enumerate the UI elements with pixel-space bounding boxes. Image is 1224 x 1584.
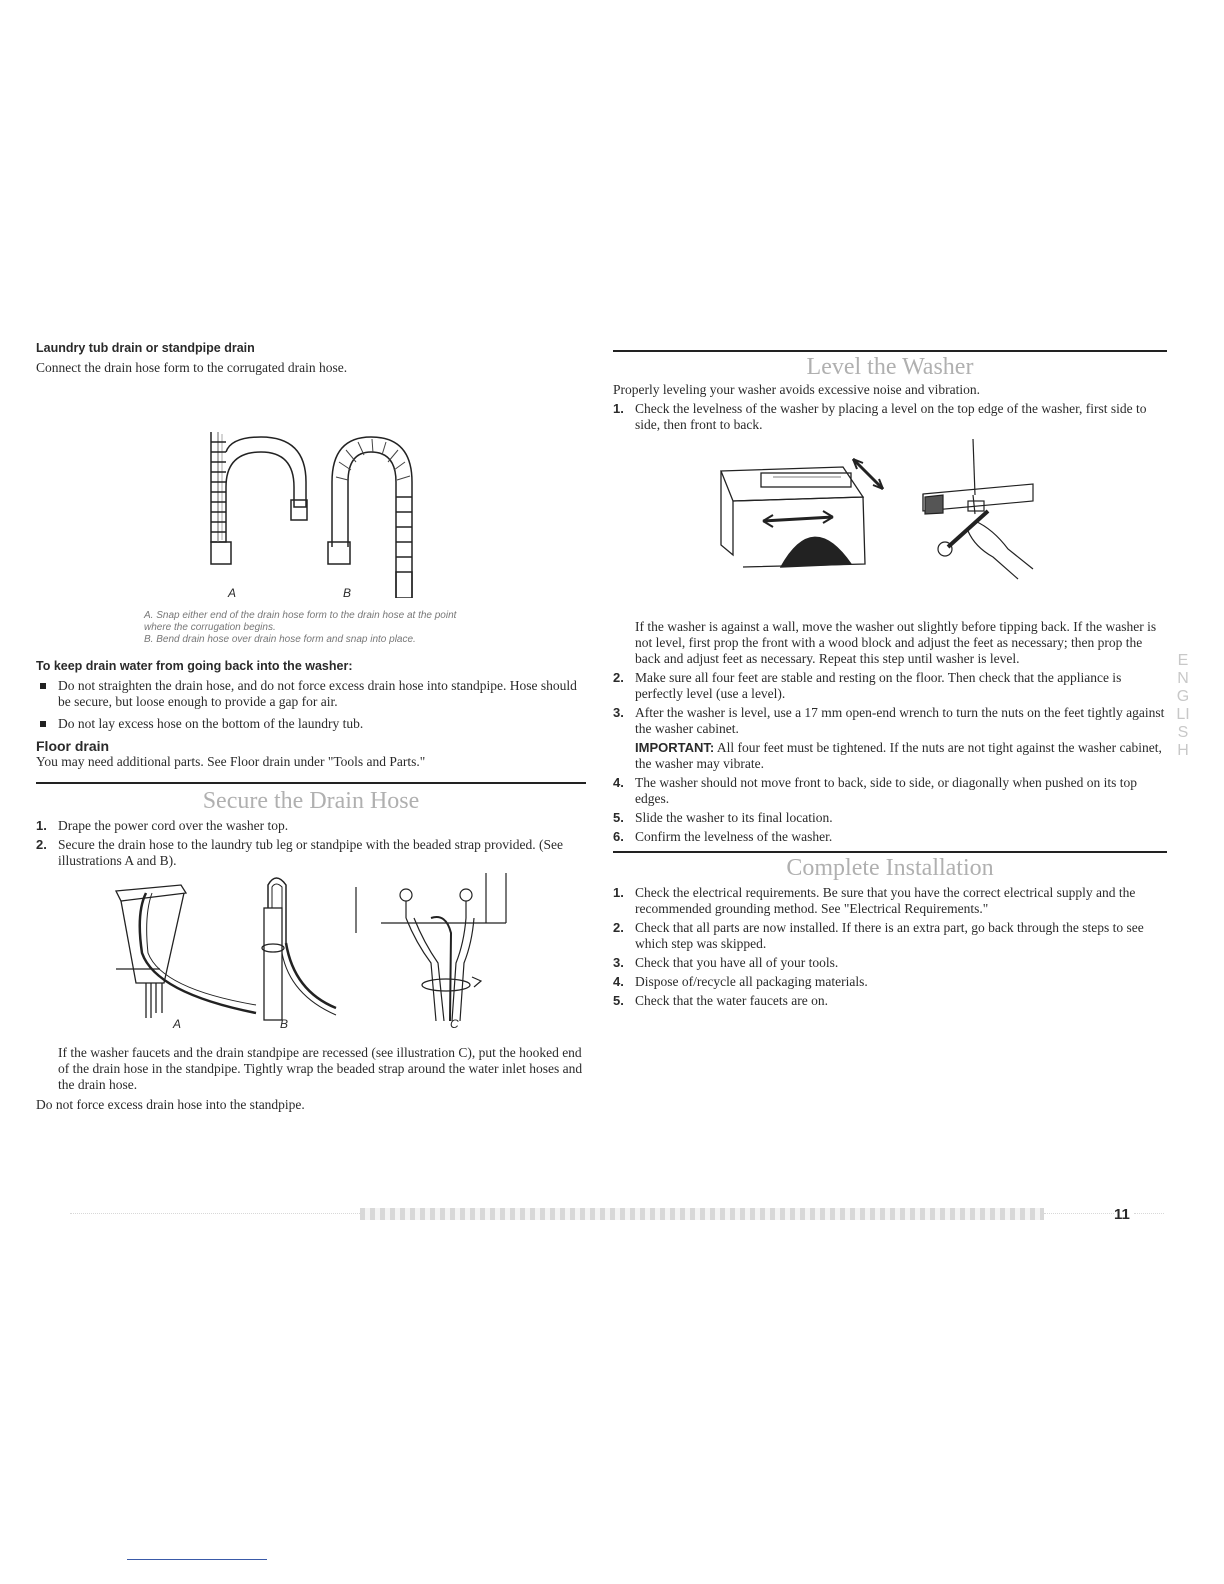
language-side-tab (1176, 652, 1190, 760)
bullet-item: Do not straighten the drain hose, and do not force excess drain hose into standpipe. Hose should be secure, but loose enough to provide a gap for air. (36, 678, 586, 710)
level-steps-list (613, 670, 1167, 737)
footer-dotted-line (1044, 1213, 1114, 1214)
section-title-secure-drain-hose: Secure the Drain Hose (202, 788, 420, 814)
complete-step: 5. Check that the water faucets are on. (613, 993, 829, 1008)
important-text: All four feet must be tightened. If the nuts are not tight against the washer cabinet, the washer may vibrate. (635, 740, 1162, 771)
secure-drain-hose-figure (36, 873, 586, 1033)
right-column (613, 340, 1167, 1012)
secure-step: 2. Secure the drain hose to the laundry tub leg or standpipe with the beaded strap provided. (See illustrations A and B). (36, 837, 563, 868)
fig1-label-a: A (228, 586, 237, 600)
level-step-1 (613, 401, 1167, 433)
level-step: 6. Confirm the levelness of the washer. (613, 829, 833, 844)
fig2-label-c: C (450, 1017, 459, 1031)
section-title-complete-installation: Complete Installation (786, 855, 994, 881)
secure-drain-hose-illustration (36, 873, 586, 1023)
complete-step: 2. Check that all parts are now installed. If there is an extra part, go back through the steps to see which step was skipped. (613, 920, 1144, 951)
level-step: 2. Make sure all four feet are stable and resting on the floor. Then check that the appliance is perfectly level (use a level). (613, 670, 1122, 701)
keep-drain-bullets (36, 678, 586, 732)
footer-dotted-line (1134, 1213, 1164, 1214)
complete-steps-list (613, 885, 1167, 1009)
bottom-blue-line (127, 1559, 267, 1560)
bullet-item: Do not lay excess hose on the bottom of the laundry tub. (36, 716, 586, 732)
footer-dotted-line (70, 1213, 360, 1214)
complete-step: 1. Check the electrical requirements. Be sure that you have the correct electrical supply and the recommended grounding method. See "Electrical Requirements." (613, 885, 1136, 916)
level-intro: Properly leveling your washer avoids excessive noise and vibration. (613, 382, 981, 397)
left-column (36, 340, 586, 1113)
secure-steps-list (36, 818, 586, 869)
level-washer-figure (613, 439, 1167, 619)
fig2-label-a: A (173, 1017, 182, 1031)
level-washer-illustration (613, 439, 1167, 619)
page-number: 11 (1114, 1206, 1130, 1223)
level-step: 5. Slide the washer to its final location. (613, 810, 833, 825)
complete-step: 3. Check that you have all of your tools. (613, 955, 839, 970)
laundry-intro: Connect the drain hose form to the corrugated drain hose. (36, 360, 348, 375)
floor-drain-text: You may need additional parts. See Floor drain under "Tools and Parts." (36, 754, 426, 769)
heading-laundry-tub: Laundry tub drain or standpipe drain (36, 341, 255, 355)
heading-floor-drain: Floor drain (36, 738, 110, 754)
complete-step: 4. Dispose of/recycle all packaging materials. (613, 974, 868, 989)
no-force-text: Do not force excess drain hose into the standpipe. (36, 1097, 305, 1112)
secure-step: 1. Drape the power cord over the washer top. (36, 818, 289, 833)
level-steps-end-list (613, 775, 1167, 845)
language-label: ENGLISH (1176, 652, 1190, 759)
drain-hose-form-figure (36, 382, 586, 598)
section-rule (36, 782, 586, 784)
section-title-level-washer: Level the Washer (806, 354, 974, 380)
fig1-caption-b: B. Bend drain hose over drain hose form and snap into place. (144, 634, 416, 645)
fig1-label-b: B (343, 586, 352, 600)
level-step: 4. The washer should not move front to back, side to side, or diagonally when pushed on its top edges. (613, 775, 1138, 806)
fig1-caption-a: A. Snap either end of the drain hose form to the drain hose at the point where the corrugation begins. (144, 610, 457, 633)
important-label: IMPORTANT: (635, 740, 715, 755)
important-note (613, 740, 1167, 772)
footer-bar (360, 1208, 1044, 1220)
level-step: 1. Check the levelness of the washer by placing a level on the top edge of the washer, first side to side, then front to back. (613, 401, 1147, 432)
wall-text: If the washer is against a wall, move the washer out slightly before tipping back. If the washer is not level, first prop the front with a wood block and adjust the feet as necessary; then prop the back and adjust feet as necessary. Repeat this step until washer is level. (635, 619, 1157, 666)
fig2-label-b: B (280, 1017, 289, 1031)
heading-keep-drain-water: To keep drain water from going back into the washer: (36, 659, 353, 673)
drain-hose-form-illustration (36, 382, 586, 598)
recessed-text: If the washer faucets and the drain standpipe are recessed (see illustration C), put the hooked end of the drain hose in the standpipe. Tightly wrap the beaded strap around the water inlet hoses and the drain hose. (58, 1045, 583, 1092)
level-step: 3. After the washer is level, use a 17 mm open-end wrench to turn the nuts on the feet tightly against the washer cabinet. (613, 705, 1165, 736)
